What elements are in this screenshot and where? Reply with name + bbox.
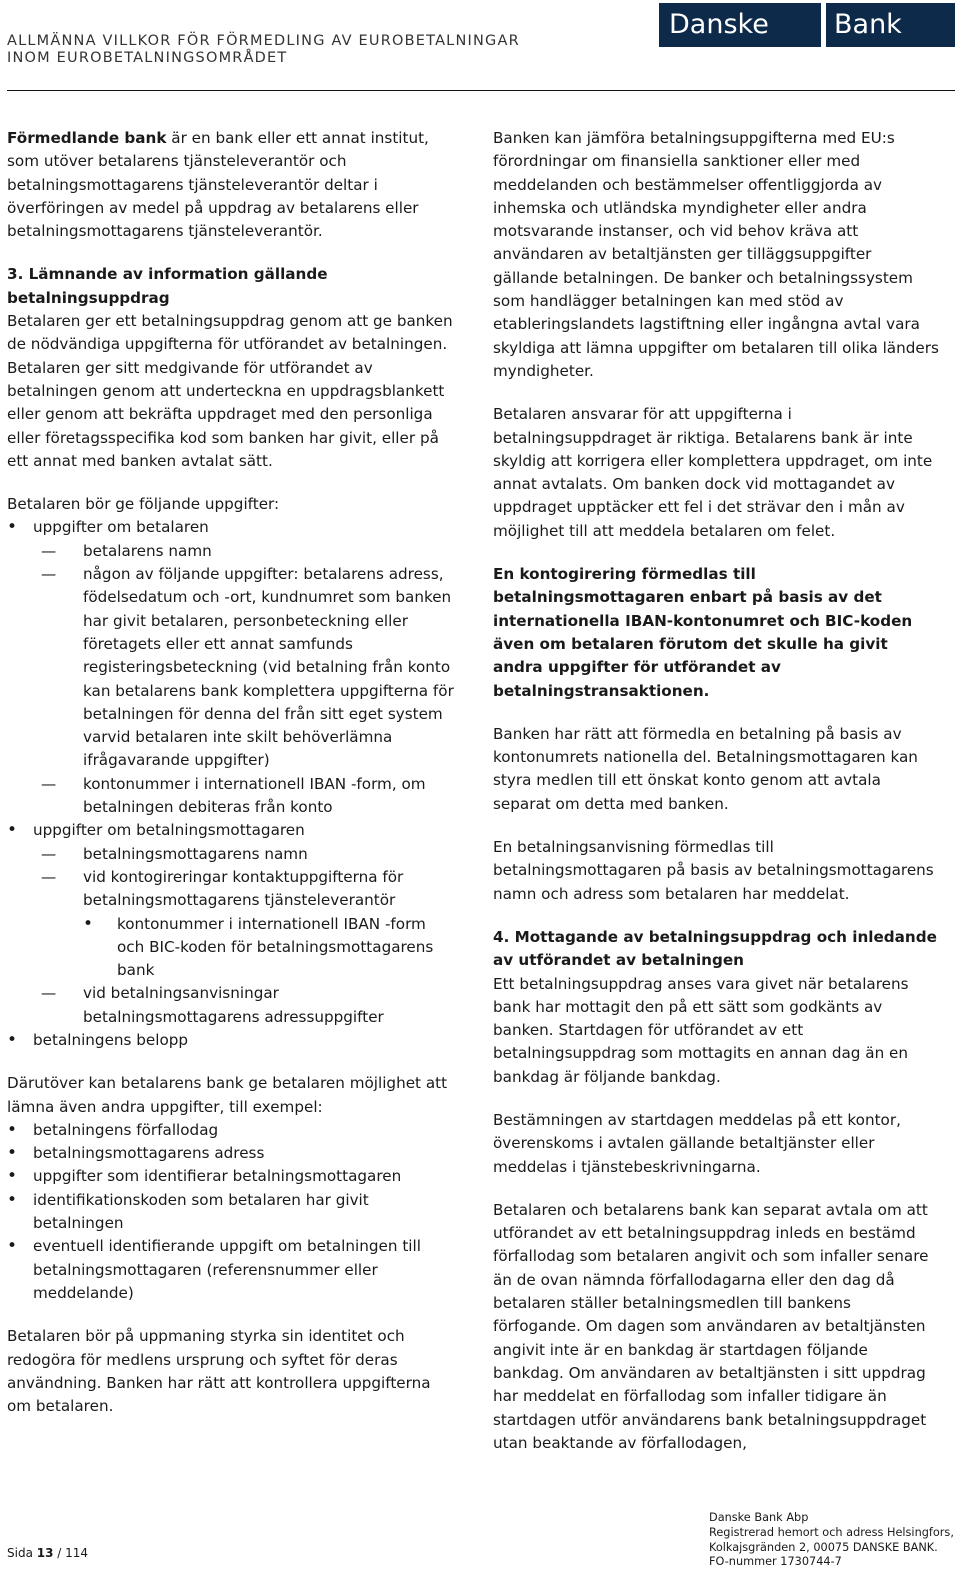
paragraph-national-part: Banken har rätt att förmedla en betalning på basis av kontonumrets nationella del. Betalningsmottagaren kan styra medlen till ett önskat konto genom att avtala separat om detta med banken. — [493, 724, 918, 813]
paragraph-due-date: Betalaren och betalarens bank kan separat avtala om att utförandet av ett betalningsuppdrag inleds en bestämd förfallodag som betalaren angivit och som infaller senare än de ovan nämnda förfallodagarna eller den dag då betalaren ställer betalningsmedlen till bankens förfogande. Om dagen som användaren av betaltjänsten angivit inte är en bankdag är startdagen följande bankdag. Om användaren av betaltjänsten i sitt uppdrag har meddelat en förfallodag som infaller tidigare än startdagen utför användarens bank betalningsuppdraget utan beaktande av förfallodagen, — [493, 1200, 929, 1452]
section-4-paragraph: Ett betalningsuppdrag anses vara givet när betalarens bank har mottagit den på ett sätt som godkänts av banken. Startdagen för utförandet av ett betalningsuppdrag som mottagits en annan dag än en bankdag är följande bankdag. — [493, 974, 909, 1086]
company-address — [709, 1511, 954, 1570]
sub-sub-list — [83, 913, 455, 983]
list-item-text: uppgifter om betalaren — [33, 518, 209, 537]
term-intermediary-bank: Förmedlande bank — [7, 129, 167, 147]
section-3 — [7, 263, 455, 473]
left-column — [7, 127, 455, 1438]
list-item: • identifikationskoden som betalaren har givit betalningen — [7, 1189, 455, 1236]
header-divider — [7, 90, 955, 91]
right-column — [493, 127, 941, 1475]
logo-word-danske: Danske — [669, 9, 769, 40]
optional-info-list — [7, 1119, 455, 1305]
sub-list — [33, 540, 455, 820]
paragraph-iban-bold — [493, 563, 941, 703]
bold-statement: En kontogirering förmedlas till betalningsmottagaren enbart på basis av det internationella IBAN-kontonumret och BIC-koden även om betalaren förutom det skulle ha givit andra uppgifter för utförandet av betalningstransaktionen. — [493, 565, 913, 700]
list-item: — betalningsmottagarens namn — [41, 843, 455, 866]
page-total: / 114 — [53, 1546, 89, 1560]
list-item: • uppgifter som identifierar betalningsmottagaren — [7, 1165, 455, 1188]
page-prefix: Sida — [7, 1546, 37, 1560]
optional-info-intro: Därutöver kan betalarens bank ge betalaren möjlighet att lämna även andra uppgifter, till exempel: — [7, 1074, 448, 1116]
list-item — [41, 866, 455, 982]
page-number — [7, 1546, 88, 1560]
document-title-line1: ALLMÄNNA VILLKOR FÖR FÖRMEDLING AV EUROBETALNINGAR — [7, 33, 520, 49]
address-line: FO-nummer 1730744-7 — [709, 1555, 842, 1569]
paragraph-payment-instruction: En betalningsanvisning förmedlas till betalningsmottagaren på basis av betalningsmottagarens namn och adress som betalaren har meddelat. — [493, 838, 934, 903]
list-item — [7, 819, 455, 1029]
required-info-list — [7, 516, 455, 1052]
paragraph-intermediary-bank — [7, 127, 455, 243]
list-item: — kontonummer i internationell IBAN -form, om betalningen debiteras från konto — [41, 773, 455, 820]
list-item: • betalningens belopp — [7, 1029, 455, 1052]
list-item: • eventuell identifierande uppgift om betalningen till betalningsmottagaren (referensnummer eller meddelande) — [7, 1235, 455, 1305]
list-item: • betalningsmottagarens adress — [7, 1142, 455, 1165]
paragraph-text: är en bank eller ett annat institut, som utöver betalarens tjänsteleverantör och betalningsmottagarens tjänsteleverantör deltar i överföringen av medel på uppdrag av betalarens eller betalningsmottagarens tjänsteleverantör. — [7, 129, 429, 241]
page-current: 13 — [36, 1546, 54, 1560]
paragraph-identity: Betalaren bör på uppmaning styrka sin identitet och redogöra för medlens ursprung och syftet för deras användning. Banken har rätt att kontrollera uppgifterna om betalaren. — [7, 1327, 431, 1416]
section-3-paragraph: Betalaren ger ett betalningsuppdrag genom att ge banken de nödvändiga uppgifterna för utförandet av betalningen. Betalaren ger sitt medgivande för utförandet av betalningen genom att underteckna en uppdragsblankett eller genom att bekräfta uppdraget med den personliga eller företagsspecifika kod som banken har givit, eller på ett annat med banken avtalat sätt. — [7, 312, 453, 470]
optional-info-block — [7, 1072, 455, 1305]
logo-word-bank: Bank — [834, 9, 902, 40]
address-line: Registrerad hemort och adress Helsingfors, — [709, 1525, 954, 1539]
list-item — [7, 516, 455, 819]
list-item: — vid betalningsanvisningar betalningsmottagarens adressuppgifter — [41, 982, 455, 1029]
paragraph-responsibility: Betalaren ansvarar för att uppgifterna i betalningsuppdraget är riktiga. Betalarens bank är inte skyldig att korrigera eller komplettera uppdraget, om inte annat avtalats. Om banken dock vid mottagandet av uppdraget upptäcker ett fel i det strävar den i mån av möjlighet till att meddela betalaren om felet. — [493, 405, 933, 540]
list-item: • kontonummer i internationell IBAN -form och BIC-koden för betalningsmottagarens bank — [83, 913, 455, 983]
document-title — [7, 33, 520, 67]
section-4 — [493, 926, 941, 1089]
list-item: — betalarens namn — [41, 540, 455, 563]
danske-bank-logo — [659, 3, 955, 47]
section-3-heading: 3. Lämnande av information gällande betalningsuppdrag — [7, 265, 328, 307]
paragraph-startdate: Bestämningen av startdagen meddelas på ett kontor, överenskoms i avtalen gällande betaltjänster eller meddelas i tjänstebeskrivningarna. — [493, 1110, 901, 1176]
list-item-text: vid kontogireringar kontaktuppgifterna för betalningsmottagarens tjänsteleverantör — [83, 867, 404, 910]
list-item: — någon av följande uppgifter: betalarens adress, födelsedatum och -ort, kundnumret som banken har givit betalaren, personbeteckning eller företagets eller ett annat samfunds registeringsbeteckning (vid betalning från konto kan betalarens bank komplettera uppgifterna för betalningen för denna del från sitt eget system varvid betalaren inte skilt behöverlämna ifrågavarande uppgifter) — [41, 563, 455, 773]
list-item-text: uppgifter om betalningsmottagaren — [33, 821, 305, 840]
required-info-intro: Betalaren bör ge följande uppgifter: — [7, 495, 280, 514]
paragraph-sanctions: Banken kan jämföra betalningsuppgifterna med EU:s förordningar om finansiella sanktioner eller med meddelanden och bestämmelser offentliggjorda av inhemska och utländska myndigheter eller andra motsvarande instanser, och vid behov kräva att användaren av betaltjänsten ger tilläggsuppgifter gällande betalningen. De banker och betalningssystem som handlägger betalningen kan med stöd av etableringslandets lagstiftning eller ingångna avtal vara skyldiga att lämna uppgifter om betalaren till olika länders myndigheter. — [493, 129, 939, 380]
list-item: • betalningens förfallodag — [7, 1119, 455, 1142]
required-info-block — [7, 493, 455, 1052]
address-line: Danske Bank Abp — [709, 1511, 809, 1524]
section-4-heading: 4. Mottagande av betalningsuppdrag och inledande av utförandet av betalningen — [493, 927, 937, 970]
address-line: Kolkajsgränden 2, 00075 DANSKE BANK. — [709, 1540, 938, 1554]
document-title-line2: INOM EUROBETALNINGSOMRÅDET — [7, 50, 288, 66]
sub-list — [33, 843, 455, 1029]
